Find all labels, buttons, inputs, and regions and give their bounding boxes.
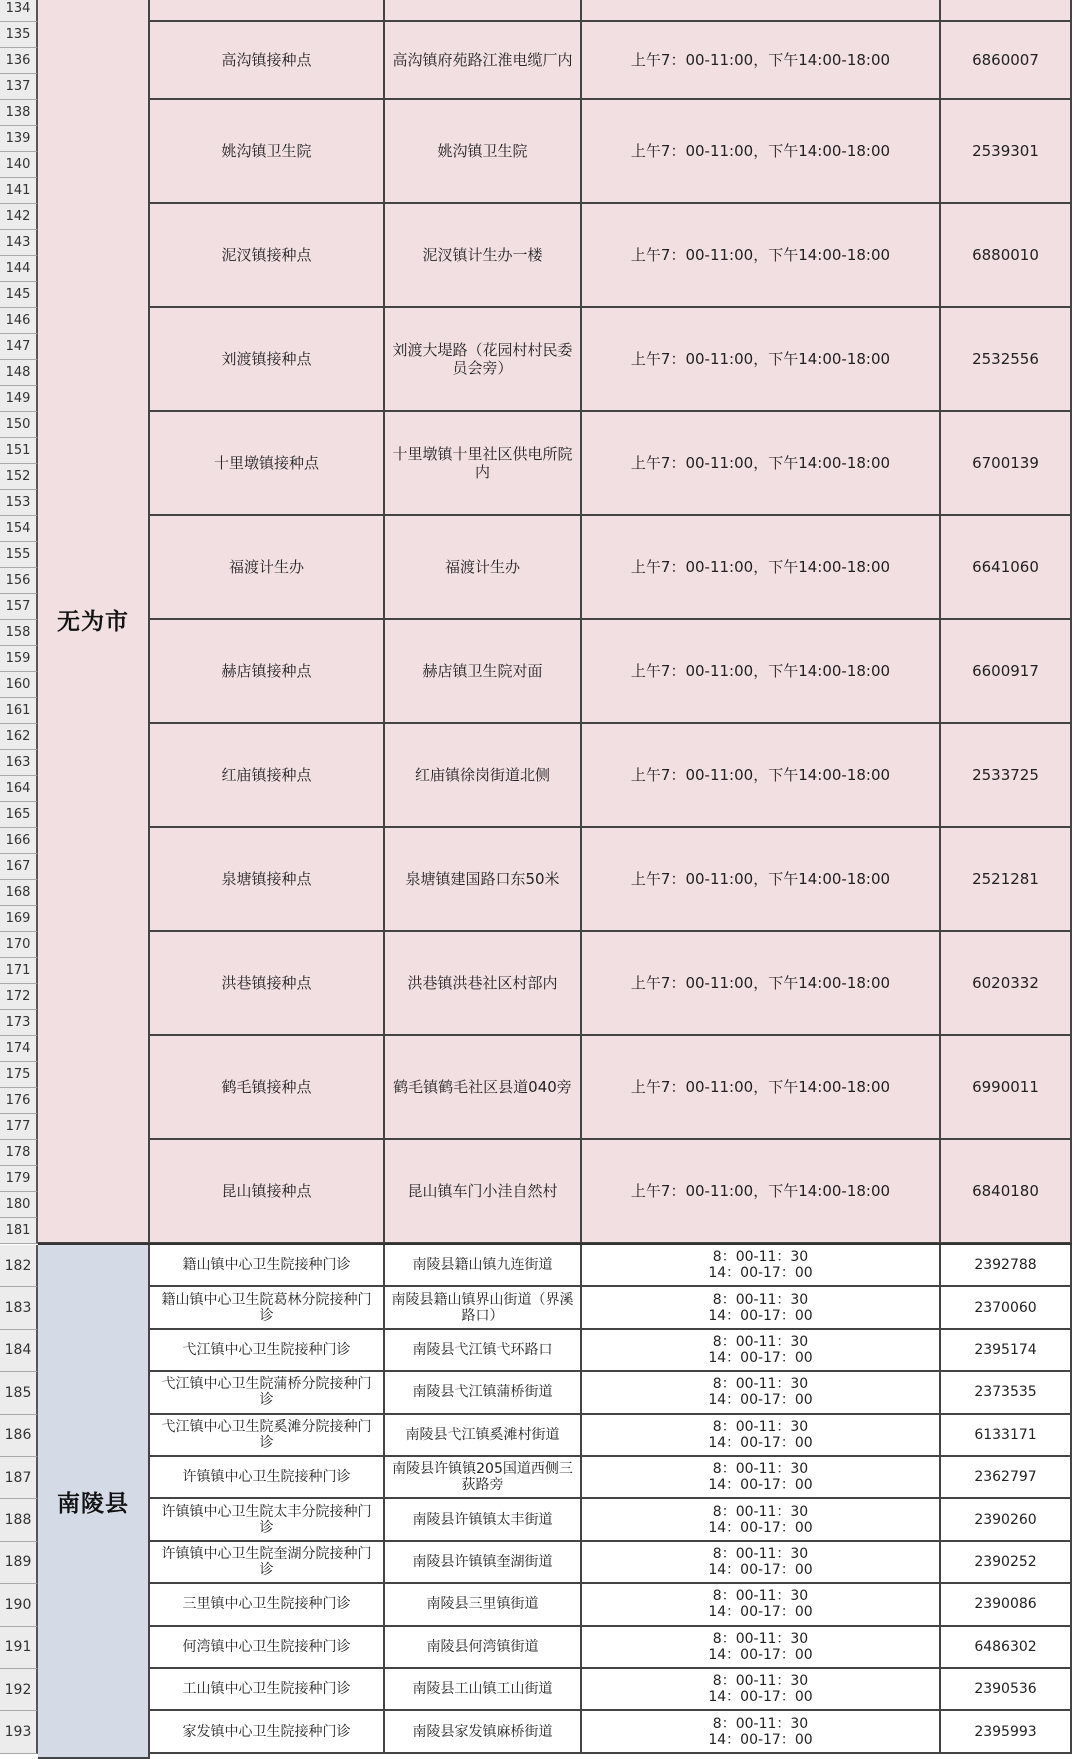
hours-pm: 14：00-17：00 <box>708 1519 813 1536</box>
hours-cell: 上午7：00-11:00，下午14:00-18:00 <box>582 1036 941 1140</box>
phone-cell: 2539301 <box>941 100 1072 204</box>
hours-cell: 上午7：00-11:00，下午14:00-18:00 <box>582 932 941 1036</box>
address-cell: 福渡计生办 <box>385 516 582 620</box>
hours-cell: 上午7：00-11:00，下午14:00-18:00 <box>582 828 941 932</box>
row-number[interactable]: 184 <box>0 1330 38 1372</box>
phone-cell: 6486302 <box>941 1627 1072 1669</box>
row-number[interactable]: 147 <box>0 334 38 360</box>
row-number[interactable]: 183 <box>0 1287 38 1329</box>
phone-cell: 2392788 <box>941 1245 1072 1287</box>
row-number[interactable]: 180 <box>0 1192 38 1218</box>
phone-cell: 2521281 <box>941 828 1072 932</box>
row-number[interactable]: 167 <box>0 854 38 880</box>
phone-cell: 6860007 <box>941 22 1072 100</box>
site-name-cell: 昆山镇接种点 <box>150 1140 385 1244</box>
phone-cell: 6840180 <box>941 1140 1072 1244</box>
row-number[interactable]: 155 <box>0 542 38 568</box>
row-number[interactable]: 159 <box>0 646 38 672</box>
row-number[interactable]: 156 <box>0 568 38 594</box>
address-cell: 南陵县许镇镇太丰街道 <box>385 1499 582 1541</box>
hours-cell <box>582 1542 941 1584</box>
hours-pm: 14：00-17：00 <box>708 1265 813 1282</box>
hours-cell <box>582 1627 941 1669</box>
site-name-cell: 赫店镇接种点 <box>150 620 385 724</box>
hours-pm: 14：00-17：00 <box>708 1477 813 1494</box>
hours-pm: 14：00-17：00 <box>708 1604 813 1621</box>
address-cell: 刘渡大堤路（花园村村民委员会旁） <box>385 308 582 412</box>
row-number[interactable]: 174 <box>0 1036 38 1062</box>
hours-cell: 上午7：00-11:00，下午14:00-18:00 <box>582 724 941 828</box>
row-number[interactable]: 177 <box>0 1114 38 1140</box>
phone-cell: 2395993 <box>941 1711 1072 1753</box>
address-cell: 南陵县弋江镇蒲桥街道 <box>385 1372 582 1414</box>
row-number[interactable]: 145 <box>0 282 38 308</box>
hours-am: 8：00-11：30 <box>712 1376 809 1393</box>
hours-cell <box>582 1372 941 1414</box>
hours-cell <box>582 1245 941 1287</box>
row-number[interactable]: 181 <box>0 1218 38 1244</box>
hours-pm: 14：00-17：00 <box>708 1307 813 1324</box>
row-number[interactable]: 160 <box>0 672 38 698</box>
hours-cell <box>582 1330 941 1372</box>
site-name-cell: 泉塘镇接种点 <box>150 828 385 932</box>
row-number[interactable]: 140 <box>0 152 38 178</box>
hours-pm: 14：00-17：00 <box>708 1349 813 1366</box>
site-name-cell: 鹤毛镇接种点 <box>150 1036 385 1140</box>
hours-am: 8：00-11：30 <box>712 1630 809 1647</box>
site-name-cell: 泥汊镇接种点 <box>150 204 385 308</box>
hours-cell <box>582 1499 941 1541</box>
hours-am: 8：00-11：30 <box>712 1503 809 1520</box>
address-cell: 赫店镇卫生院对面 <box>385 620 582 724</box>
hours-cell <box>582 1287 941 1329</box>
hours-pm: 14：00-17：00 <box>708 1392 813 1409</box>
row-number[interactable]: 176 <box>0 1088 38 1114</box>
address-cell: 南陵县籍山镇九连街道 <box>385 1245 582 1287</box>
row-number[interactable]: 164 <box>0 776 38 802</box>
site-name-cell: 红庙镇接种点 <box>150 724 385 828</box>
phone-cell: 6990011 <box>941 1036 1072 1140</box>
site-name-cell: 刘渡镇接种点 <box>150 308 385 412</box>
hours-cell: 上午7：00-11:00，下午14:00-18:00 <box>582 620 941 724</box>
site-name-cell: 许镇镇中心卫生院奎湖分院接种门诊 <box>150 1542 385 1584</box>
address-cell: 南陵县许镇镇奎湖街道 <box>385 1542 582 1584</box>
row-number[interactable]: 189 <box>0 1542 38 1584</box>
phone-cell: 2390260 <box>941 1499 1072 1541</box>
row-number[interactable]: 192 <box>0 1669 38 1711</box>
row-number[interactable]: 178 <box>0 1140 38 1166</box>
table-cell <box>150 0 385 22</box>
hours-cell: 上午7：00-11:00，下午14:00-18:00 <box>582 22 941 100</box>
phone-cell: 2390086 <box>941 1584 1072 1626</box>
phone-cell: 6020332 <box>941 932 1072 1036</box>
address-cell: 南陵县弋江镇弋环路口 <box>385 1330 582 1372</box>
site-name-cell: 工山镇中心卫生院接种门诊 <box>150 1669 385 1711</box>
site-name-cell: 洪巷镇接种点 <box>150 932 385 1036</box>
site-name-cell: 高沟镇接种点 <box>150 22 385 100</box>
row-number[interactable]: 170 <box>0 932 38 958</box>
row-number[interactable]: 190 <box>0 1584 38 1626</box>
site-name-cell: 许镇镇中心卫生院接种门诊 <box>150 1457 385 1499</box>
hours-cell: 上午7：00-11:00，下午14:00-18:00 <box>582 412 941 516</box>
phone-cell: 2533725 <box>941 724 1072 828</box>
row-number[interactable]: 162 <box>0 724 38 750</box>
table-cell <box>941 0 1072 22</box>
row-number[interactable]: 165 <box>0 802 38 828</box>
hours-cell: 上午7：00-11:00，下午14:00-18:00 <box>582 1140 941 1244</box>
site-name-cell: 弋江镇中心卫生院接种门诊 <box>150 1330 385 1372</box>
site-name-cell: 弋江镇中心卫生院奚滩分院接种门诊 <box>150 1415 385 1457</box>
row-number[interactable]: 161 <box>0 698 38 724</box>
row-number[interactable]: 141 <box>0 178 38 204</box>
row-number[interactable]: 134 <box>0 0 38 22</box>
address-cell: 南陵县籍山镇界山街道（界溪路口） <box>385 1287 582 1329</box>
row-number[interactable]: 171 <box>0 958 38 984</box>
hours-am: 8：00-11：30 <box>712 1545 809 1562</box>
address-cell: 南陵县家发镇麻桥街道 <box>385 1711 582 1753</box>
hours-pm: 14：00-17：00 <box>708 1689 813 1706</box>
address-cell: 南陵县许镇镇205国道西侧三荻路旁 <box>385 1457 582 1499</box>
table-cell <box>582 0 941 22</box>
hours-am: 8：00-11：30 <box>712 1715 809 1732</box>
row-number[interactable]: 186 <box>0 1415 38 1457</box>
row-number[interactable]: 146 <box>0 308 38 334</box>
row-number[interactable]: 179 <box>0 1166 38 1192</box>
site-name-cell: 何湾镇中心卫生院接种门诊 <box>150 1627 385 1669</box>
phone-cell: 2373535 <box>941 1372 1072 1414</box>
row-number[interactable]: 154 <box>0 516 38 542</box>
row-number[interactable]: 153 <box>0 490 38 516</box>
phone-cell: 2390536 <box>941 1669 1072 1711</box>
row-number[interactable]: 169 <box>0 906 38 932</box>
row-number[interactable]: 149 <box>0 386 38 412</box>
row-number[interactable]: 148 <box>0 360 38 386</box>
row-number[interactable]: 185 <box>0 1372 38 1414</box>
site-name-cell: 三里镇中心卫生院接种门诊 <box>150 1584 385 1626</box>
site-name-cell: 弋江镇中心卫生院蒲桥分院接种门诊 <box>150 1372 385 1414</box>
row-number[interactable]: 193 <box>0 1711 38 1753</box>
hours-cell: 上午7：00-11:00，下午14:00-18:00 <box>582 204 941 308</box>
phone-cell: 6641060 <box>941 516 1072 620</box>
row-number[interactable]: 158 <box>0 620 38 646</box>
row-number[interactable]: 150 <box>0 412 38 438</box>
phone-cell: 2370060 <box>941 1287 1072 1329</box>
phone-cell: 2532556 <box>941 308 1072 412</box>
row-number[interactable]: 163 <box>0 750 38 776</box>
row-number[interactable]: 175 <box>0 1062 38 1088</box>
hours-pm: 14：00-17：00 <box>708 1646 813 1663</box>
hours-cell <box>582 1457 941 1499</box>
phone-cell: 6700139 <box>941 412 1072 516</box>
hours-cell: 上午7：00-11:00，下午14:00-18:00 <box>582 516 941 620</box>
row-number[interactable]: 187 <box>0 1457 38 1499</box>
row-number[interactable]: 142 <box>0 204 38 230</box>
hours-cell <box>582 1711 941 1753</box>
region-label-nanling: 南陵县 <box>38 1245 150 1759</box>
address-cell: 姚沟镇卫生院 <box>385 100 582 204</box>
address-cell: 红庙镇徐岗街道北侧 <box>385 724 582 828</box>
phone-cell: 6600917 <box>941 620 1072 724</box>
row-number[interactable]: 152 <box>0 464 38 490</box>
address-cell: 南陵县三里镇街道 <box>385 1584 582 1626</box>
site-name-cell: 籍山镇中心卫生院葛林分院接种门诊 <box>150 1287 385 1329</box>
site-name-cell: 许镇镇中心卫生院太丰分院接种门诊 <box>150 1499 385 1541</box>
phone-cell: 2362797 <box>941 1457 1072 1499</box>
phone-cell: 6133171 <box>941 1415 1072 1457</box>
table-cell <box>385 0 582 22</box>
hours-am: 8：00-11：30 <box>712 1418 809 1435</box>
phone-cell: 6880010 <box>941 204 1072 308</box>
site-name-cell: 姚沟镇卫生院 <box>150 100 385 204</box>
address-cell: 高沟镇府苑路江淮电缆厂内 <box>385 22 582 100</box>
phone-cell: 2395174 <box>941 1330 1072 1372</box>
row-number[interactable]: 172 <box>0 984 38 1010</box>
site-name-cell: 籍山镇中心卫生院接种门诊 <box>150 1245 385 1287</box>
hours-cell: 上午7：00-11:00，下午14:00-18:00 <box>582 100 941 204</box>
hours-am: 8：00-11：30 <box>712 1291 809 1308</box>
hours-am: 8：00-11：30 <box>712 1588 809 1605</box>
address-cell: 泥汊镇计生办一楼 <box>385 204 582 308</box>
row-number[interactable]: 168 <box>0 880 38 906</box>
address-cell: 昆山镇车门小洼自然村 <box>385 1140 582 1244</box>
site-name-cell: 福渡计生办 <box>150 516 385 620</box>
region-label-wuwei: 无为市 <box>38 0 150 1244</box>
address-cell: 泉塘镇建国路口东50米 <box>385 828 582 932</box>
hours-cell <box>582 1415 941 1457</box>
row-number[interactable]: 143 <box>0 230 38 256</box>
address-cell: 南陵县工山镇工山街道 <box>385 1669 582 1711</box>
address-cell: 南陵县弋江镇奚滩村街道 <box>385 1415 582 1457</box>
hours-pm: 14：00-17：00 <box>708 1561 813 1578</box>
hours-am: 8：00-11：30 <box>712 1673 809 1690</box>
hours-pm: 14：00-17：00 <box>708 1434 813 1451</box>
hours-cell <box>582 1669 941 1711</box>
row-number[interactable]: 157 <box>0 594 38 620</box>
hours-am: 8：00-11：30 <box>712 1249 809 1266</box>
row-number[interactable]: 182 <box>0 1245 38 1287</box>
row-number[interactable]: 188 <box>0 1499 38 1541</box>
row-number[interactable]: 138 <box>0 100 38 126</box>
row-number[interactable]: 144 <box>0 256 38 282</box>
hours-pm: 14：00-17：00 <box>708 1731 813 1748</box>
row-number[interactable]: 135 <box>0 22 38 48</box>
row-number[interactable]: 191 <box>0 1627 38 1669</box>
hours-cell: 上午7：00-11:00，下午14:00-18:00 <box>582 308 941 412</box>
hours-am: 8：00-11：30 <box>712 1461 809 1478</box>
row-number[interactable]: 173 <box>0 1010 38 1036</box>
site-name-cell: 十里墩镇接种点 <box>150 412 385 516</box>
row-number[interactable]: 139 <box>0 126 38 152</box>
row-number[interactable]: 166 <box>0 828 38 854</box>
address-cell: 南陵县何湾镇街道 <box>385 1627 582 1669</box>
row-number[interactable]: 137 <box>0 74 38 100</box>
address-cell: 洪巷镇洪巷社区村部内 <box>385 932 582 1036</box>
site-name-cell: 家发镇中心卫生院接种门诊 <box>150 1711 385 1753</box>
phone-cell: 2390252 <box>941 1542 1072 1584</box>
row-number[interactable]: 136 <box>0 48 38 74</box>
hours-cell <box>582 1584 941 1626</box>
hours-am: 8：00-11：30 <box>712 1333 809 1350</box>
row-number[interactable]: 151 <box>0 438 38 464</box>
address-cell: 鹤毛镇鹤毛社区县道040旁 <box>385 1036 582 1140</box>
address-cell: 十里墩镇十里社区供电所院内 <box>385 412 582 516</box>
